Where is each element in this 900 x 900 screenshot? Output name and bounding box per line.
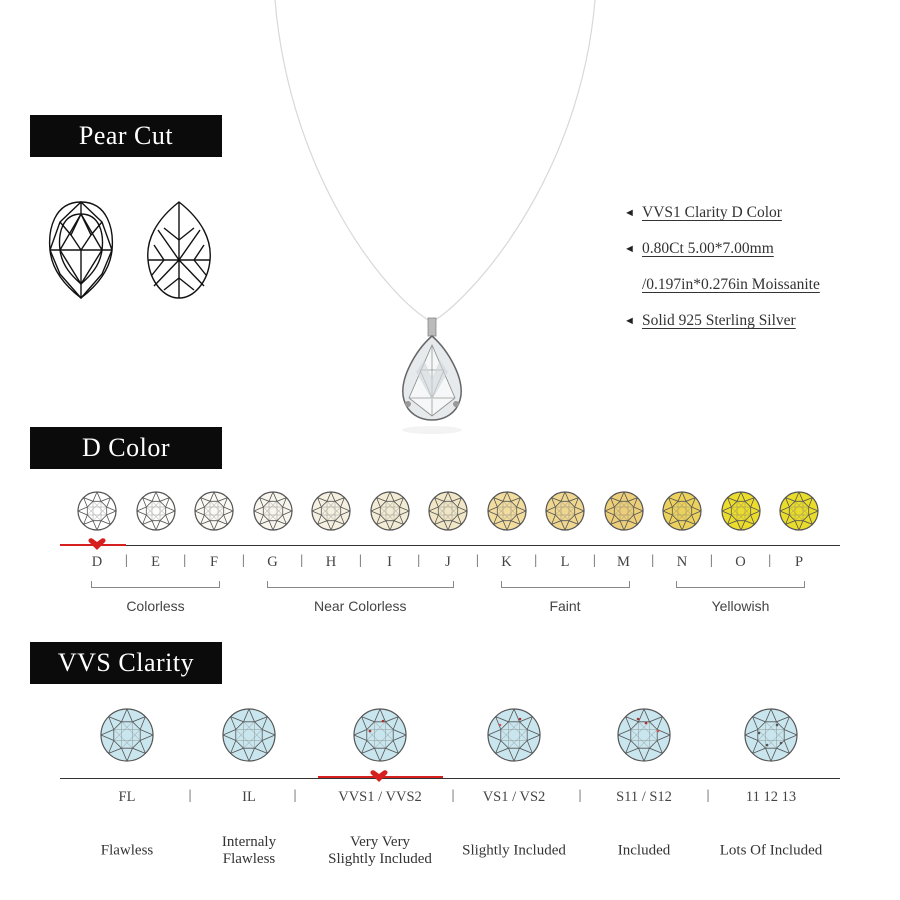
clarity-gem-6 xyxy=(743,707,799,763)
clarity-selected-heart-icon xyxy=(370,770,388,782)
color-grade-label: L xyxy=(560,554,570,570)
left-arrow-icon: ◄ xyxy=(624,243,635,255)
color-grade-label: F xyxy=(209,554,219,570)
color-gem-e xyxy=(135,490,177,532)
color-gem-p xyxy=(778,490,820,532)
color-gem-o xyxy=(720,490,762,532)
clarity-gem-2 xyxy=(221,707,277,763)
left-arrow-icon: ◄ xyxy=(624,315,635,327)
grade-separator: | xyxy=(706,788,710,803)
clarity-description: Included xyxy=(617,842,671,859)
pear-cut-top-diagram xyxy=(46,200,116,300)
pear-cut-bottom-diagram xyxy=(144,200,214,300)
color-gem-g xyxy=(252,490,294,532)
color-grade-label: P xyxy=(794,554,804,570)
grade-separator: | xyxy=(451,788,455,803)
color-grade-label: E xyxy=(151,554,160,570)
clarity-grade-label: VVS1 / VVS2 xyxy=(338,789,422,805)
color-grade-label: G xyxy=(267,554,278,570)
color-grade-label: J xyxy=(445,554,451,570)
vvs-clarity-banner: VVS Clarity xyxy=(30,642,222,684)
color-gem-j xyxy=(427,490,469,532)
clarity-gem-4 xyxy=(486,707,542,763)
color-grade-label: D xyxy=(91,554,103,570)
clarity-description: Slightly Included xyxy=(462,842,566,859)
color-gem-n xyxy=(661,490,703,532)
clarity-description: Lots Of Included xyxy=(719,842,823,859)
color-grade-label: K xyxy=(501,554,512,570)
color-grade-label: H xyxy=(325,554,337,570)
clarity-gem-3 xyxy=(352,707,408,763)
grade-separator: | xyxy=(417,553,421,568)
left-arrow-icon: ◄ xyxy=(624,207,635,219)
grade-separator: | xyxy=(183,553,187,568)
clarity-gem-5 xyxy=(616,707,672,763)
grade-separator: | xyxy=(293,788,297,803)
clarity-scale-axis xyxy=(60,778,840,779)
grade-separator: | xyxy=(534,553,538,568)
clarity-description: Internaly Flawless xyxy=(221,834,277,867)
color-group-bracket xyxy=(676,581,805,588)
grade-separator: | xyxy=(188,788,192,803)
clarity-description: Flawless xyxy=(100,842,154,859)
color-group-label: Faint xyxy=(549,598,581,614)
color-gem-k xyxy=(486,490,528,532)
spec-carat-size: ◄ 0.80Ct 5.00*7.00mm xyxy=(624,240,774,257)
color-grade-label: I xyxy=(387,554,392,570)
spec-material: ◄ Solid 925 Sterling Silver xyxy=(624,312,796,329)
color-group-label: Colorless xyxy=(126,598,185,614)
pear-cut-banner: Pear Cut xyxy=(30,115,222,157)
color-grade-label: O xyxy=(735,554,746,570)
clarity-gem-1 xyxy=(99,707,155,763)
color-selected-heart-icon xyxy=(88,538,106,550)
color-gem-m xyxy=(603,490,645,532)
color-group-label: Yellowish xyxy=(711,598,770,614)
grade-separator: | xyxy=(578,788,582,803)
clarity-grade-label: FL xyxy=(118,789,136,805)
grade-separator: | xyxy=(358,553,362,568)
grade-separator: | xyxy=(651,553,655,568)
color-group-bracket xyxy=(501,581,630,588)
pendant-necklace-image xyxy=(270,0,600,440)
clarity-grade-label: IL xyxy=(242,789,256,805)
color-group-bracket xyxy=(267,581,455,588)
grade-separator: | xyxy=(241,553,245,568)
clarity-description: Very Very Slightly Included xyxy=(328,834,432,867)
d-color-banner: D Color xyxy=(30,427,222,469)
color-gem-h xyxy=(310,490,352,532)
grade-separator: | xyxy=(768,553,772,568)
color-group-label: Near Colorless xyxy=(313,598,407,614)
color-gem-f xyxy=(193,490,235,532)
spec-size-inches: /0.197in*0.276in Moissanite xyxy=(642,276,820,293)
color-gem-l xyxy=(544,490,586,532)
clarity-grade-label: 11 12 13 xyxy=(745,789,797,805)
grade-separator: | xyxy=(709,553,713,568)
clarity-grade-label: VS1 / VS2 xyxy=(482,789,546,805)
color-grade-label: N xyxy=(676,554,688,570)
color-group-bracket xyxy=(91,581,220,588)
color-scale-axis xyxy=(60,545,840,546)
color-gem-d xyxy=(76,490,118,532)
grade-separator: | xyxy=(124,553,128,568)
spec-clarity-color: ◄ VVS1 Clarity D Color xyxy=(624,204,782,221)
grade-separator: | xyxy=(475,553,479,568)
color-gem-i xyxy=(369,490,411,532)
grade-separator: | xyxy=(300,553,304,568)
color-grade-label: M xyxy=(617,554,630,570)
grade-separator: | xyxy=(592,553,596,568)
clarity-grade-label: S11 / S12 xyxy=(616,789,672,805)
